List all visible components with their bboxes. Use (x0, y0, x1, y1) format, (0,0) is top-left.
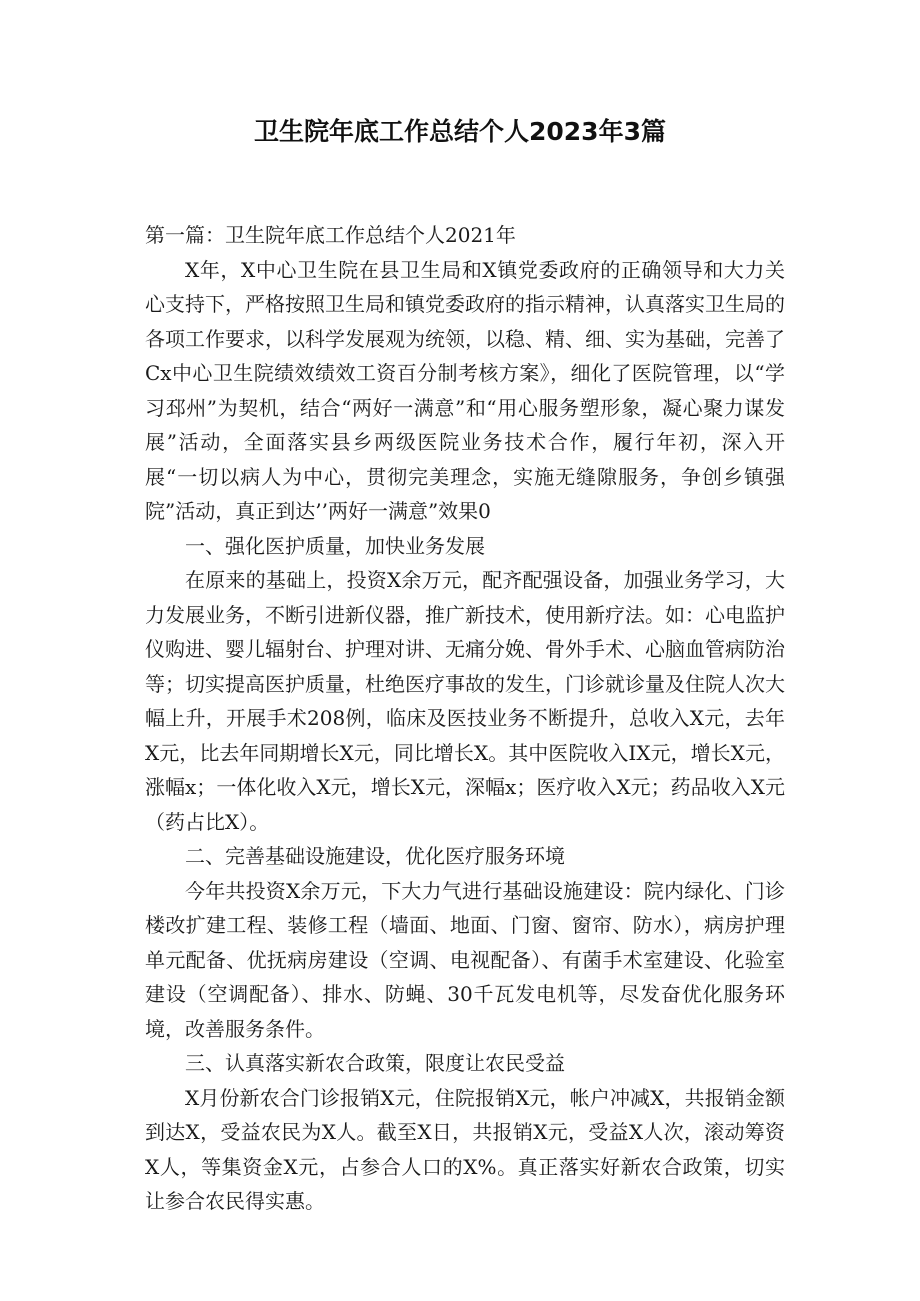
paragraph: 在原来的基础上，投资X余万元，配齐配强设备，加强业务学习，大力发展业务，不断引进新仪器，推广新技术，使用新疗法。如：心电监护仪购进、婴儿辐射台、护理对讲、无痛分娩、骨外手术、心脑血管病防治等；切实提高医护质量，杜绝医疗事故的发生，门诊就诊量及住院人次大幅上升，开展手术208例，临床及医技业务不断提升，总收入X元，去年X元，比去年同期增长X元，同比增长X。其中医院收入IX元，增长X元，涨幅x；一体化收入X元，增长X元，深幅x；医疗收入X元；药品收入X元（药占比X）。 (145, 568, 785, 834)
section-subtitle: 第一篇：卫生院年底工作总结个人2021年 (145, 223, 516, 247)
document-body (145, 218, 785, 1219)
section-heading: 三、认真落实新农合政策，限度让农民受益 (185, 1051, 565, 1075)
section-heading: 一、强化医护质量，加快业务发展 (185, 533, 485, 558)
paragraph: X年，X中心卫生院在县卫生局和X镇党委政府的正确领导和大力关心支持下，严格按照卫生局和镇党委政府的指示精神，认真落实卫生局的各项工作要求，以科学发展观为统领，以稳、精、细、实为基础，完善了Cx中心卫生院绩效绩效工资百分制考核方案》，细化了医院管理，以“学习邳州”为契机，结合“两好一满意”和“用心服务塑形象，凝心聚力谋发展”活动，全面落实县乡两级医院业务技术合作，履行年初，深入开展“一切以病人为中心，贯彻完美理念，实施无缝隙服务，争创乡镇强院”活动，真正到达’’两好一满意”效果0 (145, 257, 785, 523)
document-title: 卫生院年底工作总结个人2023年3篇 (254, 117, 666, 146)
paragraph: X月份新农合门诊报销X元，住院报销X元，帐户冲减X，共报销金额到达X，受益农民为X人。截至X日，共报销X元，受益X人次，滚动筹资X人，等集资金X元，占参合人口的X%。真正落实好新农合政策，切实让参合农民得实惠。 (145, 1085, 785, 1213)
paragraph: 今年共投资X余万元，下大力气进行基础设施建设：院内绿化、门诊楼改扩建工程、装修工程（墙面、地面、门窗、窗帘、防水），病房护理单元配备、优抚病房建设（空调、电视配备）、有菌手术室建设、化验室建设（空调配备）、排水、防蝇、30千瓦发电机等，尽发奋优化服务环境，改善服务条件。 (145, 878, 785, 1041)
section-heading: 二、完善基础设施建设，优化医疗服务环境 (185, 844, 565, 868)
